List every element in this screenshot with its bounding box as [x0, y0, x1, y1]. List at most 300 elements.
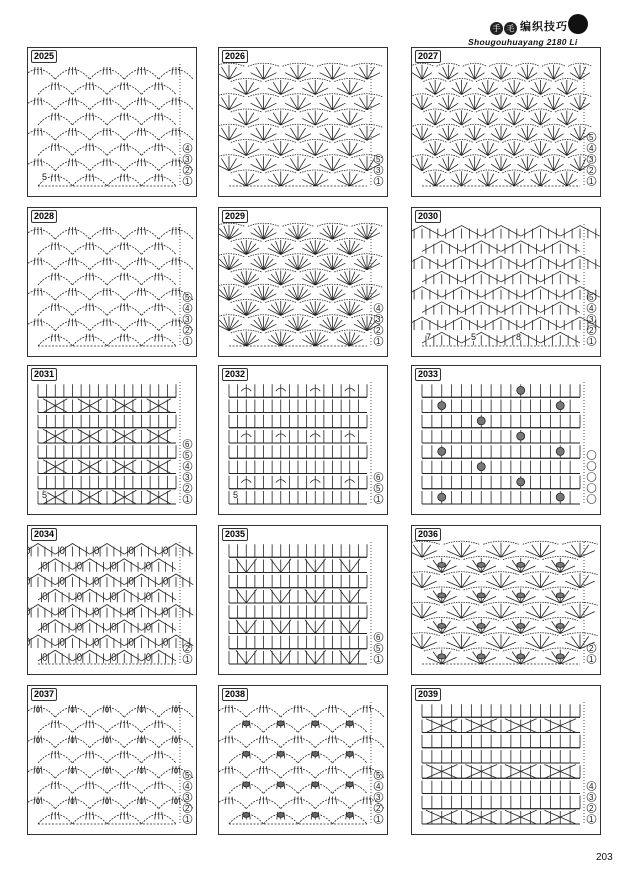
row-number: 5 — [376, 771, 381, 780]
bobble-stitch — [477, 593, 485, 598]
fan-edge — [412, 124, 434, 127]
fan-edge — [412, 572, 440, 575]
bobble-stitch — [517, 432, 525, 440]
bobble-stitch — [556, 562, 564, 567]
yarn-ball-icon — [568, 14, 588, 34]
dc-stitch — [58, 812, 59, 820]
repeat-count-label: 5 — [42, 172, 48, 182]
row-number: 3 — [185, 155, 190, 164]
header-title: 编织技巧 — [520, 21, 568, 33]
pattern-number: 2026 — [222, 50, 248, 63]
dc-stitch — [110, 227, 111, 235]
bobble-stitch — [477, 463, 485, 471]
dc-stitch — [145, 705, 146, 713]
fan-stitch — [357, 320, 367, 331]
repeat-count-label: 5 — [42, 490, 48, 500]
bobble-stitch — [243, 721, 250, 726]
dc-stitch — [41, 98, 42, 106]
row-number: 5 — [185, 451, 190, 460]
repeat-count-label: 5 — [233, 490, 239, 500]
dc-stitch — [69, 258, 70, 266]
row-number: 3 — [376, 793, 381, 802]
dc-stitch — [172, 227, 173, 235]
chevron-line — [28, 544, 55, 555]
row-number: 2 — [185, 166, 190, 175]
puff-stitch — [28, 608, 30, 615]
stitch-pattern-panel — [218, 47, 388, 197]
row-number: 4 — [185, 144, 190, 153]
puff-stitch — [28, 638, 30, 645]
row-number: 2 — [589, 326, 594, 335]
dc-stitch — [138, 766, 139, 774]
bobble-stitch — [438, 402, 446, 410]
stitch-chart — [219, 686, 388, 835]
dc-stitch — [138, 736, 139, 744]
stitch-pattern-panel — [27, 685, 197, 835]
pattern-number: 2034 — [31, 528, 57, 541]
stitch-diagram — [219, 63, 383, 186]
dc-stitch — [127, 303, 128, 311]
pattern-number: 2029 — [222, 210, 248, 223]
stitch-chart — [28, 208, 197, 357]
dc-stitch — [336, 736, 337, 744]
fan-stitch — [254, 228, 264, 239]
dc-stitch — [103, 227, 104, 235]
fan-stitch — [229, 289, 239, 300]
dc-stitch — [76, 98, 77, 106]
dc-stitch — [162, 273, 163, 281]
row-number: 1 — [376, 655, 381, 664]
stitch-chart — [412, 686, 601, 835]
stitch-chart — [412, 208, 601, 357]
dc-stitch — [103, 797, 104, 805]
pattern-number: 2027 — [415, 50, 441, 63]
pattern-number: 2035 — [222, 528, 248, 541]
fan-stitch — [350, 274, 360, 285]
dc-stitch — [76, 288, 77, 296]
row-number: 2 — [185, 804, 190, 813]
dc-stitch — [155, 781, 156, 789]
dc-stitch — [179, 319, 180, 327]
dc-stitch — [127, 812, 128, 820]
dc-stitch — [93, 720, 94, 728]
dc-stitch — [162, 113, 163, 121]
dc-stitch — [127, 143, 128, 151]
dc-stitch — [127, 242, 128, 250]
row-number: 6 — [185, 440, 190, 449]
dc-stitch — [145, 98, 146, 106]
pattern-number: 2037 — [31, 688, 57, 701]
dc-stitch — [179, 98, 180, 106]
dc-stitch — [69, 98, 70, 106]
row-number: 1 — [589, 177, 594, 186]
row-number: 4 — [185, 462, 190, 471]
fan-edge — [412, 63, 434, 66]
fan-stitch — [281, 274, 291, 285]
pattern-number: 2038 — [222, 688, 248, 701]
dc-stitch — [172, 159, 173, 167]
stitch-diagram — [412, 541, 598, 664]
dc-stitch — [41, 705, 42, 713]
dc-stitch — [69, 797, 70, 805]
fan-stitch — [412, 551, 422, 558]
dc-stitch — [162, 82, 163, 90]
stitch-pattern-panel — [411, 47, 601, 197]
dc-stitch — [51, 720, 52, 728]
pattern-number: 2028 — [31, 210, 57, 223]
stitch-diagram — [229, 382, 371, 504]
dc-stitch — [58, 242, 59, 250]
header-subtitle: Shougouhuayang 2180 Li — [468, 37, 578, 47]
dc-stitch — [110, 258, 111, 266]
chevron-line — [412, 317, 442, 328]
fan-edge — [412, 155, 434, 158]
bobble-stitch — [243, 812, 250, 817]
dc-stitch — [155, 143, 156, 151]
dc-stitch — [162, 143, 163, 151]
dc-stitch — [93, 303, 94, 311]
stitch-pattern-panel — [411, 525, 601, 675]
dc-stitch — [58, 781, 59, 789]
row-number: 5 — [376, 484, 381, 493]
bobble-stitch — [438, 562, 446, 567]
dc-stitch — [34, 258, 35, 266]
dc-stitch — [110, 766, 111, 774]
pattern-number: 2033 — [415, 368, 441, 381]
dc-stitch — [155, 273, 156, 281]
dc-stitch — [51, 303, 52, 311]
dc-stitch — [127, 781, 128, 789]
dc-stitch — [138, 227, 139, 235]
row-number-circle — [587, 484, 596, 493]
dc-stitch — [155, 242, 156, 250]
dc-stitch — [69, 227, 70, 235]
page-header — [460, 12, 635, 50]
fan-stitch — [246, 244, 256, 255]
dc-stitch — [145, 128, 146, 136]
dc-stitch — [145, 736, 146, 744]
dc-stitch — [34, 319, 35, 327]
row-number: 5 — [376, 155, 381, 164]
dc-stitch — [172, 258, 173, 266]
dc-stitch — [69, 705, 70, 713]
dc-stitch — [120, 273, 121, 281]
fan-stitch — [340, 335, 350, 346]
row-number: 5 — [185, 771, 190, 780]
bobble-stitch — [477, 654, 485, 659]
dc-stitch — [172, 766, 173, 774]
dc-stitch — [51, 143, 52, 151]
dc-stitch — [225, 705, 226, 713]
dc-stitch — [76, 736, 77, 744]
dc-stitch — [41, 319, 42, 327]
dc-stitch — [76, 766, 77, 774]
dc-stitch — [103, 319, 104, 327]
dc-stitch — [51, 751, 52, 759]
fan-stitch — [306, 274, 316, 285]
stitch-chart — [219, 366, 388, 515]
stitch-chart — [28, 686, 197, 835]
row-number-circle — [587, 462, 596, 471]
fan-stitch — [288, 289, 298, 300]
dc-stitch — [138, 288, 139, 296]
dc-stitch — [301, 705, 302, 713]
dc-stitch — [34, 98, 35, 106]
dc-stitch — [110, 288, 111, 296]
stitch-chart — [28, 48, 197, 197]
fan-stitch — [237, 335, 247, 346]
bobble-stitch — [477, 562, 485, 567]
fan-stitch — [254, 320, 264, 331]
dc-stitch — [294, 766, 295, 774]
row-number: 2 — [185, 644, 190, 653]
row-number: 4 — [185, 304, 190, 313]
dc-stitch — [145, 319, 146, 327]
fan-stitch — [264, 259, 274, 270]
dc-stitch — [138, 98, 139, 106]
row-number: 2 — [376, 326, 381, 335]
dc-stitch — [267, 797, 268, 805]
dc-stitch — [51, 273, 52, 281]
row-number: 2 — [589, 166, 594, 175]
dc-stitch — [127, 174, 128, 182]
dc-stitch — [120, 720, 121, 728]
row-number: 2 — [185, 484, 190, 493]
dc-stitch — [41, 288, 42, 296]
stitch-chart — [412, 526, 601, 675]
stitch-chart — [412, 366, 601, 515]
dc-stitch — [76, 319, 77, 327]
fan-stitch — [323, 228, 333, 239]
dc-stitch — [58, 303, 59, 311]
fan-stitch — [219, 164, 229, 171]
fan-stitch — [237, 305, 247, 316]
fan-stitch — [323, 289, 333, 300]
dc-stitch — [179, 736, 180, 744]
dc-stitch — [138, 258, 139, 266]
row-number-circle — [587, 473, 596, 482]
dc-stitch — [110, 159, 111, 167]
fan-stitch — [219, 103, 229, 110]
dc-stitch — [34, 736, 35, 744]
row-number: 1 — [376, 495, 381, 504]
dc-stitch — [41, 736, 42, 744]
fan-stitch — [315, 305, 325, 316]
bobble-stitch — [438, 623, 446, 628]
dc-stitch — [329, 736, 330, 744]
fan-stitch — [315, 274, 325, 285]
fan-stitch — [350, 335, 360, 346]
fan-stitch — [219, 73, 229, 80]
bobble-stitch — [312, 782, 319, 787]
dc-stitch — [58, 720, 59, 728]
stitch-pattern-panel — [218, 685, 388, 835]
fan-stitch — [229, 320, 239, 331]
row-number: 6 — [376, 633, 381, 642]
row-number: 1 — [589, 815, 594, 824]
stitch-chart — [412, 48, 601, 197]
dc-stitch — [370, 797, 371, 805]
bobble-stitch — [556, 402, 564, 410]
dc-stitch — [69, 128, 70, 136]
dc-stitch — [232, 766, 233, 774]
pattern-number: 2025 — [31, 50, 57, 63]
dc-stitch — [225, 766, 226, 774]
row-number: 4 — [376, 782, 381, 791]
row-number: 4 — [185, 782, 190, 791]
row-number: 4 — [589, 304, 594, 313]
dc-stitch — [120, 751, 121, 759]
fan-stitch — [271, 274, 281, 285]
stitch-pattern-panel — [27, 365, 197, 515]
fan-stitch — [323, 259, 333, 270]
chevron-line — [28, 605, 55, 616]
dc-stitch — [155, 82, 156, 90]
fan-edge — [219, 223, 245, 226]
dc-stitch — [329, 797, 330, 805]
puff-stitch — [28, 547, 30, 554]
stitch-diagram — [28, 702, 193, 824]
dc-stitch — [86, 143, 87, 151]
pattern-number: 2032 — [222, 368, 248, 381]
chevron-line — [28, 635, 55, 646]
bobble-stitch — [517, 478, 525, 486]
dc-stitch — [93, 812, 94, 820]
dc-stitch — [86, 751, 87, 759]
dc-stitch — [301, 766, 302, 774]
dc-stitch — [86, 334, 87, 342]
dc-stitch — [120, 303, 121, 311]
puff-stitch — [28, 577, 30, 584]
dc-stitch — [127, 751, 128, 759]
dc-stitch — [86, 242, 87, 250]
dc-stitch — [172, 319, 173, 327]
dc-stitch — [260, 736, 261, 744]
dc-stitch — [103, 128, 104, 136]
stitch-diagram — [412, 63, 592, 186]
dc-stitch — [51, 334, 52, 342]
fan-stitch — [219, 320, 229, 331]
fan-stitch — [298, 228, 308, 239]
dc-stitch — [58, 751, 59, 759]
dc-stitch — [58, 174, 59, 182]
dc-stitch — [155, 751, 156, 759]
dc-stitch — [93, 242, 94, 250]
bobble-stitch — [243, 751, 250, 756]
dc-stitch — [145, 766, 146, 774]
fan-edge — [219, 63, 245, 66]
dc-stitch — [329, 705, 330, 713]
dc-stitch — [336, 797, 337, 805]
row-number: 2 — [185, 326, 190, 335]
dc-stitch — [76, 258, 77, 266]
row-number: 5 — [589, 133, 594, 142]
row-number: 5 — [589, 293, 594, 302]
fan-stitch — [254, 259, 264, 270]
fan-stitch — [333, 289, 343, 300]
bobble-stitch — [517, 593, 525, 598]
fan-stitch — [264, 320, 274, 331]
dc-stitch — [76, 128, 77, 136]
fan-stitch — [254, 289, 264, 300]
bobble-stitch — [438, 654, 446, 659]
stitch-chart — [28, 526, 197, 675]
dc-stitch — [103, 159, 104, 167]
fan-stitch — [333, 320, 343, 331]
dc-stitch — [120, 242, 121, 250]
dc-stitch — [179, 128, 180, 136]
dc-stitch — [336, 705, 337, 713]
dc-stitch — [69, 67, 70, 75]
pattern-number: 2039 — [415, 688, 441, 701]
stitch-diagram — [28, 224, 193, 346]
dc-stitch — [41, 227, 42, 235]
dc-stitch — [103, 98, 104, 106]
bobble-stitch — [346, 782, 353, 787]
fan-stitch — [264, 228, 274, 239]
dc-stitch — [260, 766, 261, 774]
bobble-stitch — [556, 623, 564, 628]
bobble-stitch — [517, 386, 525, 394]
stitch-diagram — [229, 542, 371, 664]
dc-stitch — [162, 720, 163, 728]
dc-stitch — [58, 113, 59, 121]
stitch-chart — [28, 366, 197, 515]
dc-stitch — [162, 812, 163, 820]
header-badge-char: 手 — [490, 22, 503, 35]
header-badge-char: 毛 — [504, 22, 517, 35]
row-number: 6 — [376, 473, 381, 482]
fan-edge — [219, 315, 245, 318]
dc-stitch — [76, 159, 77, 167]
dc-stitch — [41, 766, 42, 774]
dc-stitch — [127, 82, 128, 90]
bobble-stitch — [438, 593, 446, 598]
stitch-pattern-panel — [218, 525, 388, 675]
row-number: 3 — [589, 315, 594, 324]
repeat-count-label: 8 — [516, 332, 522, 342]
dc-stitch — [93, 82, 94, 90]
dc-stitch — [127, 720, 128, 728]
dc-stitch — [86, 113, 87, 121]
dc-stitch — [260, 705, 261, 713]
dc-stitch — [363, 797, 364, 805]
dc-stitch — [120, 113, 121, 121]
fan-stitch — [333, 228, 343, 239]
dc-stitch — [127, 113, 128, 121]
repeat-count-label: 7 — [426, 332, 432, 342]
header-badge — [490, 18, 518, 36]
dc-stitch — [138, 67, 139, 75]
dc-stitch — [34, 797, 35, 805]
dc-stitch — [162, 781, 163, 789]
dc-stitch — [69, 319, 70, 327]
dc-stitch — [145, 159, 146, 167]
dc-stitch — [103, 705, 104, 713]
fan-stitch — [350, 244, 360, 255]
fan-stitch — [288, 320, 298, 331]
stitch-diagram — [422, 702, 584, 824]
stitch-chart — [219, 208, 388, 357]
fan-edge — [412, 541, 440, 544]
dc-stitch — [86, 812, 87, 820]
bobble-stitch — [277, 721, 284, 726]
dc-stitch — [232, 797, 233, 805]
dc-stitch — [155, 720, 156, 728]
dc-stitch — [103, 736, 104, 744]
dc-stitch — [370, 736, 371, 744]
dc-stitch — [267, 705, 268, 713]
